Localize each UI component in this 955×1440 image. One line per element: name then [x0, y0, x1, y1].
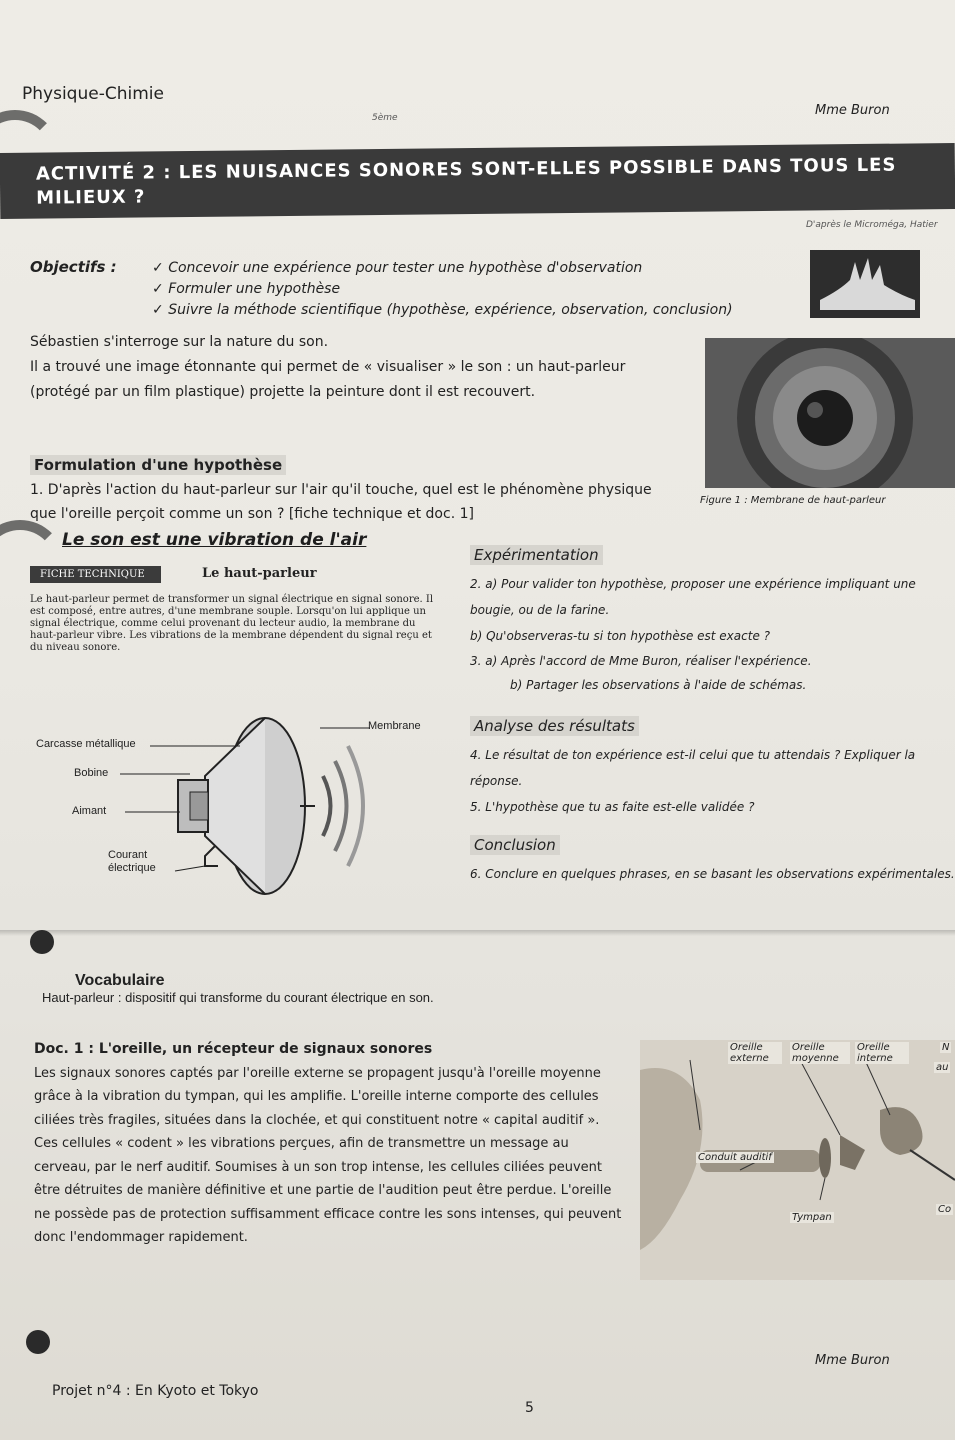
doc-1 — [34, 1038, 624, 1250]
vocabulary-heading: Vocabulaire — [75, 972, 165, 989]
question-3a: 3. a) Après l'accord de Mme Buron, réaliser l'expérience. — [470, 654, 812, 668]
footer-project: Projet n°4 : En Kyoto et Tokyo — [52, 1383, 259, 1399]
figure-1-caption: Figure 1 : Membrane de haut-parleur — [700, 495, 886, 506]
label-tympan: Tympan — [792, 1212, 832, 1223]
activity-title-banner: ACTIVITÉ 2 : LES NUISANCES SONORES SONT-ELLES POSSIBLE DANS TOUS LES MILIEUX ? — [0, 143, 955, 219]
subject-label: Physique-Chimie — [22, 84, 164, 104]
intro-text — [30, 330, 690, 405]
question-2a: 2. a) Pour valider ton hypothèse, proposer une expérience impliquant une bougie, ou de la farine. — [470, 577, 916, 617]
fiche-technique-text: Le haut-parleur permet de transformer un signal électrique en signal sonore. Il est composé, entre autres, d'une membrane souple. Lorsqu'on lui applique un signal électrique, comme celui provenant du lecteur audio, la membrane du haut-parleur vibre. Les vibrations de la membrane dépendent du signal reçu et du niveau sonore. — [30, 594, 434, 653]
doc-1-title: Doc. 1 : L'oreille, un récepteur de signaux sonores — [34, 1041, 433, 1057]
vocabulary-definition: Haut-parleur : dispositif qui transforme du courant électrique en son. — [42, 990, 434, 1005]
conclusion-heading: Conclusion — [470, 835, 560, 855]
speaker-photo — [705, 338, 955, 488]
class-label: 5ème — [372, 113, 398, 123]
punch-hole — [26, 1330, 50, 1354]
doc-1-body: Les signaux sonores captés par l'oreille externe se propagent jusqu'à l'oreille moyenne grâce à la vibration du tympan, qui les amplifie. L'oreille interne comporte des cellules ciliées très fragiles, situées dans la clochée, et qui constituent notre « capital auditif ». Ces cellules « codent » les vibrations perçues, afin de transmettre un message au cerveau, par le nerf auditif. Soumises à un son trop intense, les cellules ciliées peuvent être détruites de manière définitive et une partie de l'audition peut être perdue. L'oreille ne possède pas de protection suffisamment efficace contre les sons intenses, qui peuvent donc l'endommager rapidement. — [34, 1065, 622, 1245]
page-number: 5 — [525, 1400, 534, 1416]
fiche-technique — [30, 566, 460, 916]
label-oreille-externe: Oreille externe — [728, 1042, 782, 1064]
speaker-diagram — [30, 716, 450, 916]
question-5: 5. L'hypothèse que tu as faite est-elle validée ? — [470, 800, 755, 814]
paint-splash-thumbnail — [810, 250, 920, 318]
question-1: 1. D'après l'action du haut-parleur sur l'air qu'il touche, quel est le phénomène physique que l'oreille perçoit comme un son ? [fiche technique et doc. 1] — [30, 482, 652, 522]
question-4: 4. Le résultat de ton expérience est-il celui que tu attendais ? Expliquer la réponse. — [470, 748, 916, 788]
footer-teacher: Mme Buron — [815, 1353, 890, 1368]
question-6: 6. Conclure en quelques phrases, en se basant les observations expérimentales. — [470, 867, 955, 881]
label-aimant: Aimant — [72, 805, 107, 817]
label-membrane: Membrane — [368, 720, 421, 732]
objective-item: ✓ Suivre la méthode scientifique (hypothèse, expérience, observation, conclusion) — [152, 300, 733, 321]
analyse-heading: Analyse des résultats — [470, 716, 639, 736]
question-2b: b) Qu'observeras-tu si ton hypothèse est exacte ? — [470, 629, 771, 643]
label-courant: Courant électrique — [108, 849, 156, 874]
objectives-list — [152, 258, 733, 321]
label-cut-n: N — [942, 1042, 950, 1053]
fiche-technique-title: Le haut-parleur — [202, 566, 317, 581]
fiche-technique-tag: FICHE TECHNIQUE — [30, 566, 161, 583]
experimentation-heading: Expérimentation — [470, 545, 603, 565]
formulation-heading: Formulation d'une hypothèse — [30, 455, 286, 475]
label-bobine: Bobine — [74, 767, 109, 779]
intro-line-2: Il a trouvé une image étonnante qui permet de « visualiser » le son : un haut-parleur (protégé par un film plastique) projette la peinture dont il est recouvert. — [30, 359, 626, 400]
intro-line-1: Sébastien s'interroge sur la nature du son. — [30, 334, 329, 350]
page-fold — [0, 930, 955, 936]
teacher-label: Mme Buron — [815, 103, 890, 118]
speaker-icon — [705, 338, 955, 488]
source-credit: D'après le Microméga, Hatier — [806, 220, 938, 230]
objective-item: ✓ Concevoir une expérience pour tester une hypothèse d'observation — [152, 258, 733, 279]
label-conduit-auditif: Conduit auditif — [698, 1152, 772, 1163]
ear-diagram — [640, 1040, 955, 1280]
question-3b: b) Partager les observations à l'aide de schémas. — [510, 678, 807, 692]
label-oreille-moyenne: Oreille moyenne — [790, 1042, 850, 1064]
label-cut-co: Co — [938, 1204, 952, 1215]
objectives-label: Objectifs : — [30, 258, 117, 276]
paint-splash-icon — [810, 250, 920, 318]
right-column — [470, 540, 955, 887]
objective-item: ✓ Formuler une hypothèse — [152, 279, 733, 300]
handwritten-answer: Le son est une vibration de l'air — [62, 530, 367, 550]
ear-anatomy-icon — [640, 1040, 955, 1280]
label-carcasse: Carcasse métallique — [36, 738, 136, 750]
label-oreille-interne: Oreille interne — [855, 1042, 909, 1064]
punch-hole — [30, 930, 54, 954]
label-cut-au: au — [936, 1062, 949, 1073]
